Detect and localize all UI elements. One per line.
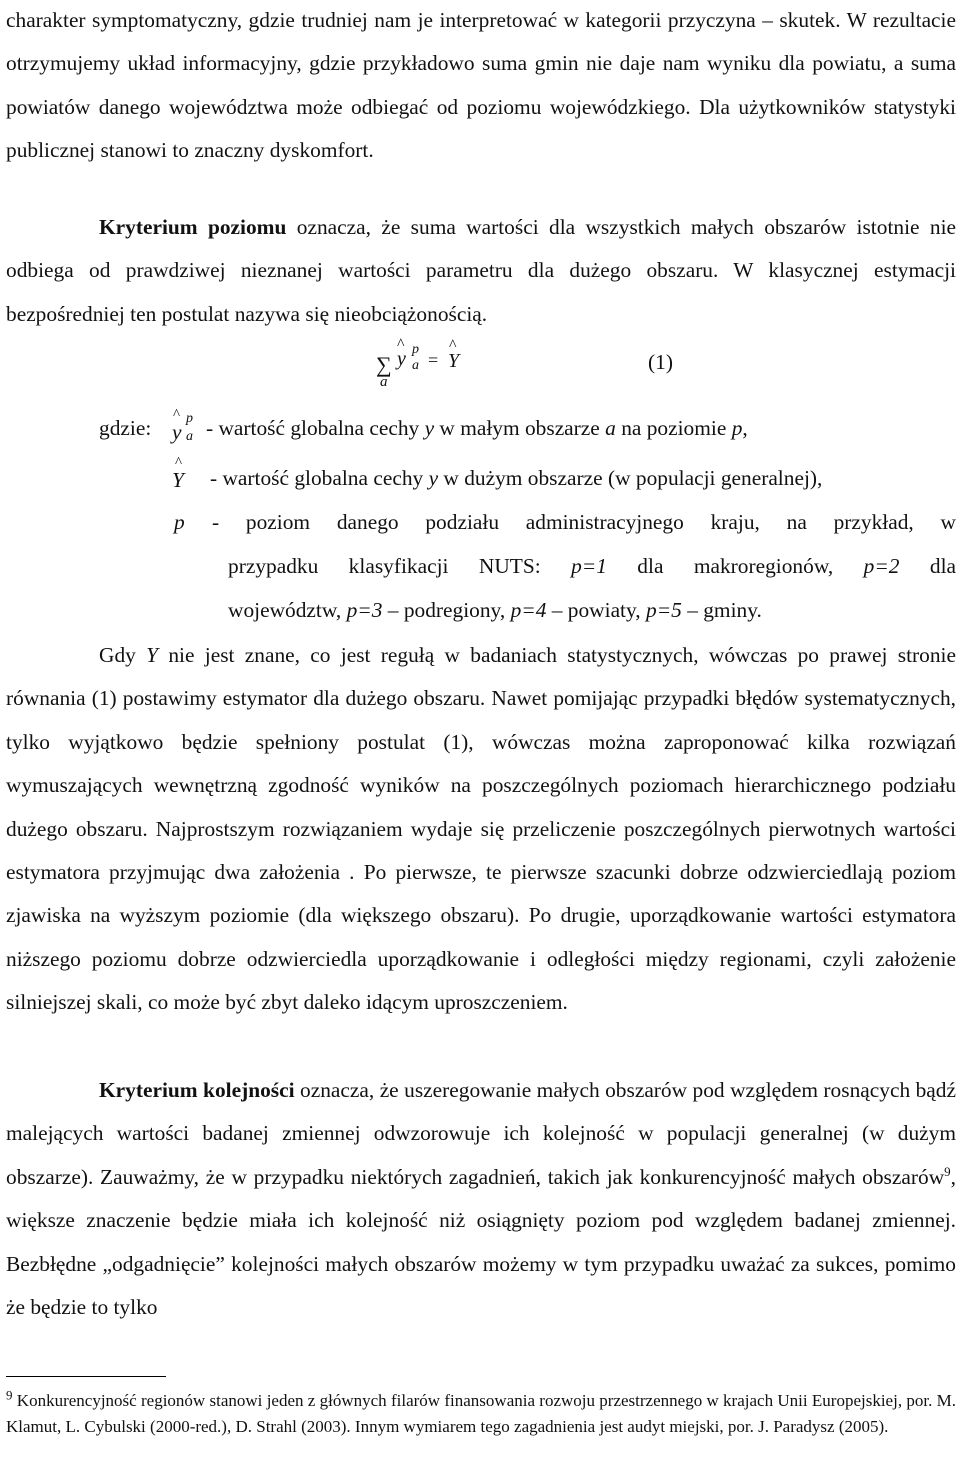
def-Y-letter: Y xyxy=(172,468,184,492)
y-superscript: p xyxy=(412,342,419,357)
def-3-l3-c: – powiaty, xyxy=(546,598,647,622)
def-y-sup: p xyxy=(186,411,193,426)
def-3-l3-b: – podregiony, xyxy=(382,598,511,622)
equation-1 xyxy=(370,336,710,400)
footnote-number: 9 xyxy=(6,1387,13,1403)
sum-index: a xyxy=(380,374,388,390)
equals-sign: = xyxy=(428,350,439,370)
paragraph-1 xyxy=(6,0,956,173)
def-3-p5: p=5 xyxy=(646,598,682,622)
def-3-l3-a: województw, xyxy=(228,598,347,622)
def-2-pre: - wartość globalna cechy xyxy=(210,466,429,490)
def-1-a: a xyxy=(605,416,616,440)
paragraph-4-text-1: oznacza, że uszeregowanie małych obszarów pod względem rosnących bądź malejących wartości badanej zmiennej odwzorowuje ich kolejność w populacji generalnej (w dużym obszarze). Zauważmy, że w przypadku niektórych zagadnień, takich jak konkurencyjność małych obszarów xyxy=(6,1078,956,1189)
def-1-p: p xyxy=(731,416,743,440)
footnote-divider xyxy=(6,1376,166,1377)
def-p-letter: p xyxy=(174,510,185,534)
y-subscript: a xyxy=(412,358,419,373)
paragraph-1-text: charakter symptomatyczny, gdzie trudniej nam je interpretować w kategorii przyczyna – skutek. W rezultacie otrzymujemy układ informacyjny, gdzie przykładowo suma gmin nie daje nam wyniku dla powiatu, a suma powiatów danego województwa może odbiegać od poziomu wojewódzkiego. Dla użytkowników statystyki publicznej stanowi to znaczny dyskomfort. xyxy=(6,8,956,163)
paragraph-2-text: oznacza, że suma wartości dla wszystkich małych obszarów istotnie nie odbiega od prawdziwej nieznanej wartości parametru dla dużego obszaru. W klasycznej estymacji bezpośredniej ten postulat nazywa się nieobciążonością. xyxy=(6,215,957,326)
def-3-line-2 xyxy=(228,554,956,579)
y-variable: y xyxy=(397,348,406,370)
def-3-l2-b: dla makroregionów, xyxy=(606,554,864,578)
def-1-mid: w małym obszarze xyxy=(434,416,606,440)
paragraph-2 xyxy=(6,206,956,336)
def-3-line-1: - poziom danego podziału administracyjnego kraju, na przykład, w xyxy=(212,510,956,534)
def-3-line-3 xyxy=(228,598,762,623)
def-Y-symbol xyxy=(172,455,184,493)
def-3-l3-d: – gminy. xyxy=(681,598,762,622)
def-2-end: w dużym obszarze (w populacji generalnej), xyxy=(438,466,823,490)
paragraph-3-text: nie jest znane, co jest regułą w badaniach statystycznych, wówczas po prawej stronie równania (1) postawimy estymator dla dużego obszaru. Nawet pomijając przypadki błędów systematycznych, tylko wyjątkowo będzie spełniony postulat (1), wówczas można zaproponować kilka rozwiązań wymuszających wewnętrzną zgodność wyników na poszczególnych poziomach hierarchicznego podziału dużego obszaru. Najprostszym rozwiązaniem wydaje się przeliczenie poszczególnych pierwotnych wartości estymatora przyjmując dwa założenia . Po pierwsze, te pierwsze szacunki dobrze odzwierciedlają poziom zjawiska na wyższym poziomie (dla większego obszaru). Po drugie, uporządkowanie wartości estymatora niższego poziomu dobrze odzwierciedla uporządkowanie i odległości między regionami, czyli założenie silniejszej skali, co może być zbyt daleko idącym uproszczeniem. xyxy=(6,643,956,1015)
def-1-mid2: na poziomie xyxy=(615,416,732,440)
def-p-symbol xyxy=(174,510,185,535)
footnote-ref: 9 xyxy=(944,1163,951,1179)
paragraph-4 xyxy=(6,1069,956,1329)
y-hat-accent: ^ xyxy=(397,336,405,353)
term-kryterium-poziomu: Kryterium poziomu xyxy=(99,215,287,239)
def-y-symbol xyxy=(172,407,193,445)
sum-symbol: ∑ xyxy=(376,352,392,377)
term-kryterium-kolejnosci: Kryterium kolejności xyxy=(99,1078,295,1102)
Y-variable: Y xyxy=(448,350,460,372)
paragraph-3 xyxy=(6,634,956,1025)
def-y-hat: ^ xyxy=(173,407,181,423)
def-1-end: , xyxy=(742,416,748,440)
def-1 xyxy=(206,416,748,441)
def-y-letter: y xyxy=(172,420,182,444)
def-1-y: y xyxy=(424,416,435,440)
def-Y-hat: ^ xyxy=(175,455,183,471)
equation-number: (1) xyxy=(648,350,673,374)
def-3-l2-a: przypadku klasyfikacji NUTS: xyxy=(228,554,572,578)
def-1-pre: - wartość globalna cechy xyxy=(206,416,425,440)
def-2 xyxy=(210,466,822,491)
paragraph-3-Y: Y xyxy=(146,643,159,667)
def-3-p4: p=4 xyxy=(510,598,547,622)
paragraph-4-text-2: , większe znaczenie będzie miała ich kolejność niż osiągnięty poziom pod względem badanej zmiennej. Bezbłędne „odgadnięcie” kolejności małych obszarów możemy w tym przypadku uważać za sukces, pomimo że będzie to tylko xyxy=(6,1164,956,1320)
def-3-p3: p=3 xyxy=(346,598,383,622)
footnote-text: Konkurencyjność regionów stanowi jeden z głównych filarów finansowania rozwoju przestrzennego w krajach Unii Europejskiej, por. M. Klamut, L. Cybulski (2000-red.), D. Strahl (2003). Innym wymiarem tego zagadnienia jest audyt miejski, por. J. Paradysz (2005). xyxy=(6,1391,956,1436)
paragraph-3-start: Gdy xyxy=(99,643,147,667)
def-3-p1: p=1 xyxy=(571,554,607,578)
Y-hat-accent: ^ xyxy=(449,337,457,354)
def-y-sub: a xyxy=(186,429,193,444)
definitions xyxy=(0,400,960,650)
def-3-p2: p=2 xyxy=(863,554,900,578)
footnote xyxy=(6,1388,956,1440)
def-2-y: y xyxy=(428,466,439,490)
def-3-l2-c: dla xyxy=(899,554,957,578)
definitions-label: gdzie: xyxy=(99,416,152,440)
